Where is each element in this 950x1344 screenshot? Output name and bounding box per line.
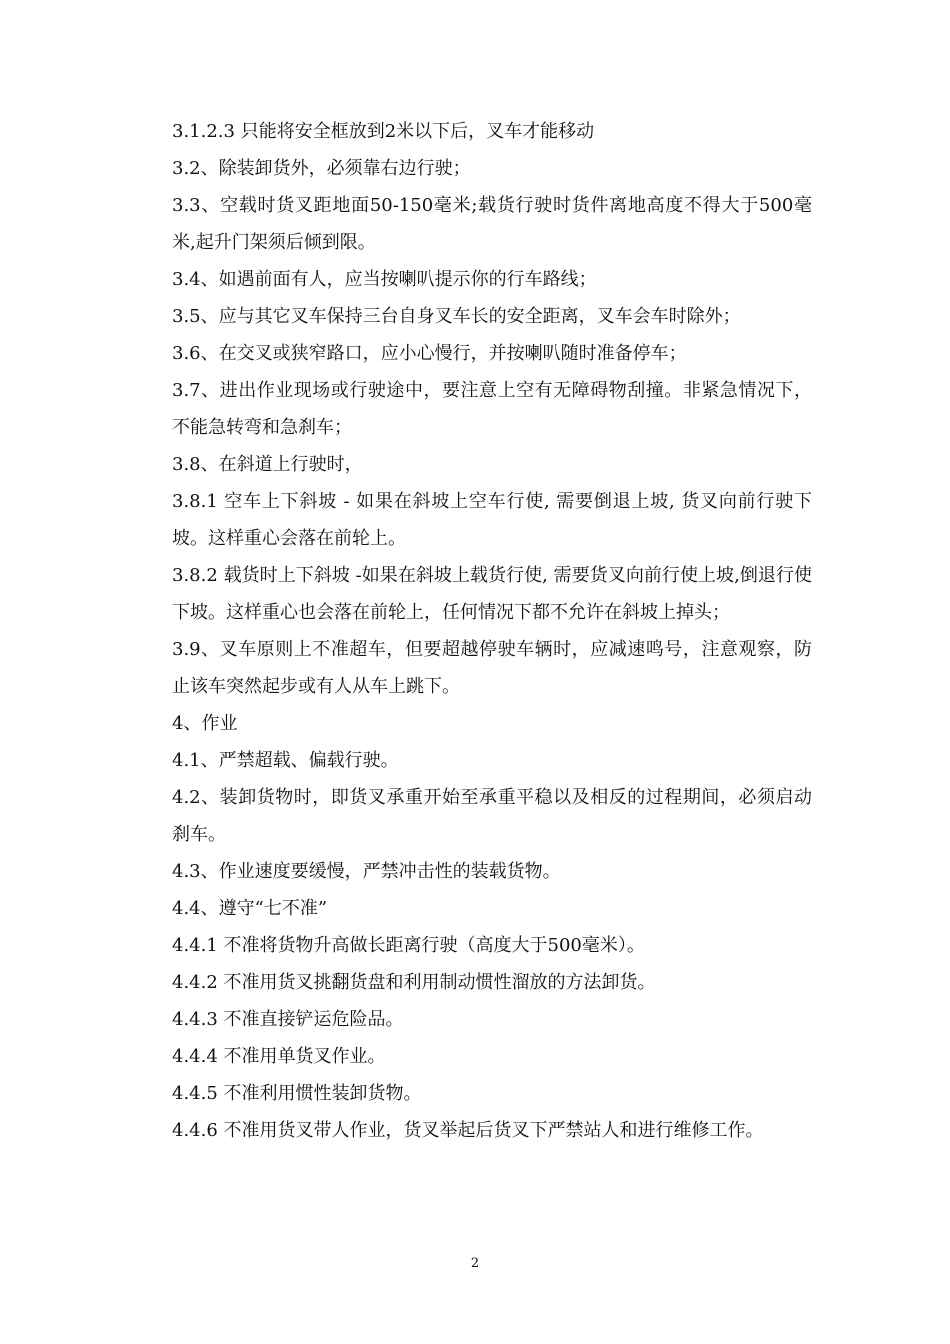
section-heading-4: 4、作业 — [172, 713, 238, 734]
paragraph-3-6: 3.6、在交叉或狭窄路口，应小心慢行，并按喇叭随时准备停车； — [172, 343, 687, 364]
paragraph-3-8-2: 3.8.2 载货时上下斜坡 -如果在斜坡上载货行使, 需要货叉向前行使上坡,倒退行使下坡。这样重心也会落在前轮上，任何情况下都不允许在斜坡上掉头； — [172, 565, 812, 623]
paragraph-3-7: 3.7、进出作业现场或行驶途中，要注意上空有无障碍物刮撞。非紧急情况下，不能急转弯和急刹车； — [172, 380, 812, 438]
paragraph-4-1: 4.1、严禁超载、偏载行驶。 — [172, 750, 399, 771]
paragraph-4-4-1: 4.4.1 不准将货物升高做长距离行驶（高度大于500毫米）。 — [172, 935, 645, 956]
page-number: 2 — [470, 1256, 480, 1271]
paragraph-4-4-4: 4.4.4 不准用单货叉作业。 — [172, 1046, 386, 1067]
paragraph-3-1-2-3: 3.1.2.3 只能将安全框放到2米以下后，叉车才能移动 — [172, 121, 595, 142]
paragraph-4-4-6: 4.4.6 不准用货叉带人作业，货叉举起后货叉下严禁站人和进行维修工作。 — [172, 1120, 764, 1141]
document-body — [172, 113, 812, 1149]
paragraph-4-4: 4.4、遵守“七不准” — [172, 898, 328, 919]
paragraph-4-2: 4.2、装卸货物时，即货叉承重开始至承重平稳以及相反的过程期间，必须启动刹车。 — [172, 787, 812, 845]
paragraph-3-9: 3.9、叉车原则上不准超车，但要超越停驶车辆时，应减速鸣号，注意观察，防止该车突然起步或有人从车上跳下。 — [172, 639, 812, 697]
paragraph-3-8-1: 3.8.1 空车上下斜坡 - 如果在斜坡上空车行使, 需要倒退上坡, 货叉向前行驶下坡。这样重心会落在前轮上。 — [172, 491, 812, 549]
paragraph-4-4-5: 4.4.5 不准利用惯性装卸货物。 — [172, 1083, 422, 1104]
paragraph-3-5: 3.5、应与其它叉车保持三台自身叉车长的安全距离，叉车会车时除外； — [172, 306, 741, 327]
paragraph-3-8: 3.8、在斜道上行驶时， — [172, 454, 363, 475]
paragraph-4-4-3: 4.4.3 不准直接铲运危险品。 — [172, 1009, 404, 1030]
paragraph-3-4: 3.4、如遇前面有人，应当按喇叭提示你的行车路线； — [172, 269, 597, 290]
paragraph-4-3: 4.3、作业速度要缓慢，严禁冲击性的装载货物。 — [172, 861, 561, 882]
paragraph-3-2: 3.2、除装卸货外，必须靠右边行驶； — [172, 158, 471, 179]
paragraph-3-3: 3.3、空载时货叉距地面50-150毫米;载货行驶时货件离地高度不得大于500毫米,起升门架须后倾到限。 — [172, 195, 812, 253]
paragraph-4-4-2: 4.4.2 不准用货叉挑翻货盘和利用制动惯性溜放的方法卸货。 — [172, 972, 656, 993]
